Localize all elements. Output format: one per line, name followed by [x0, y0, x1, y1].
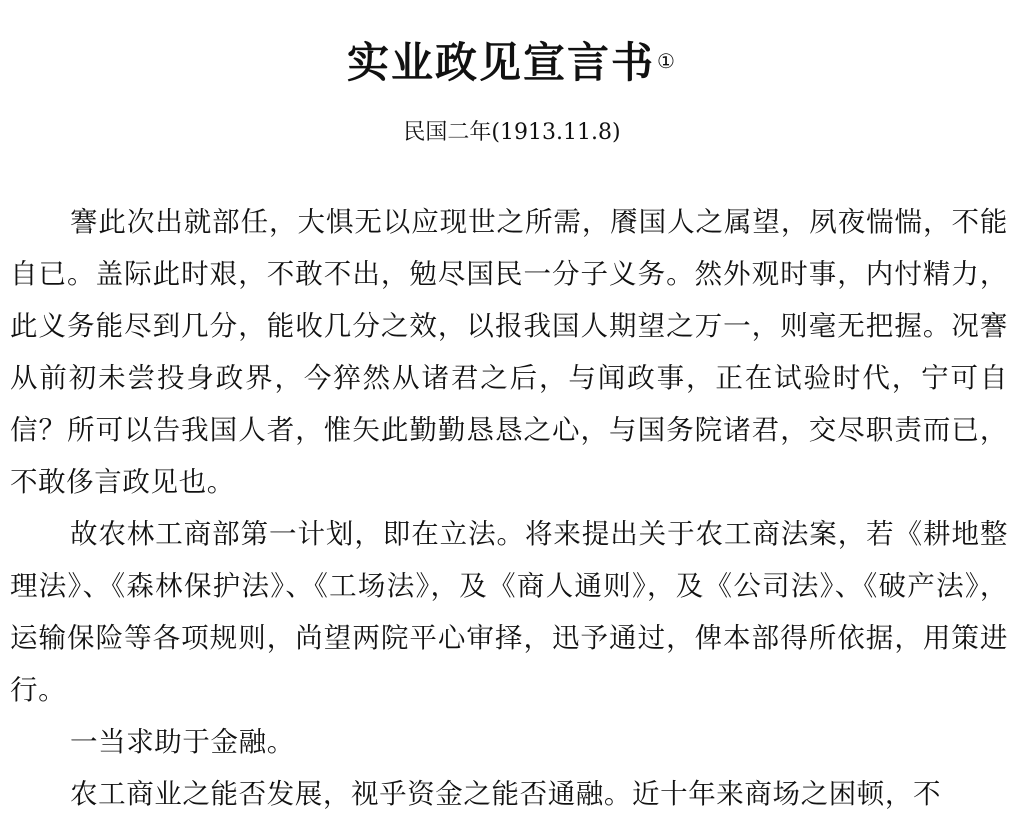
paragraph-1: 謇此次出就部任，大惧无以应现世之所需，餍国人之属望，夙夜惴惴，不能自已。盖际此时艰，不敢不出，勉尽国民一分子义务。然外观时事，内忖精力，此义务能尽到几分，能收几分之效，以报我国人期望之万一，则毫无把握。况謇从前初未尝投身政界，今猝然从诸君之后，与闻政事，正在试验时代，宁可自信？所可以告我国人者，惟矢此勤勤恳恳之心，与国务院诸君，交尽职责而已，不敢侈言政见也。: [10, 206, 1008, 498]
dateline: 民国二年(1913.11.8): [403, 120, 621, 145]
paragraph-3: 一当求助于金融。: [70, 726, 295, 758]
paragraph-2: 故农林工商部第一计划，即在立法。将来提出关于农工商法案，若《耕地整理法》、《森林保护法》、《工场法》，及《商人通则》，及《公司法》、《破产法》，运输保险等各项规则，尚望两院平心审择，迅予通过，俾本部得所依据，用策进行。: [10, 518, 1008, 706]
document-title: [0, 38, 1024, 88]
body-text: [10, 196, 1008, 820]
paragraph-4: 农工商业之能否发展，视乎资金之能否通融。近十年来商场之困顿，不: [70, 778, 942, 810]
title-text: 实业政见宣言书: [347, 38, 656, 87]
footnote-marker: ①: [657, 49, 677, 73]
